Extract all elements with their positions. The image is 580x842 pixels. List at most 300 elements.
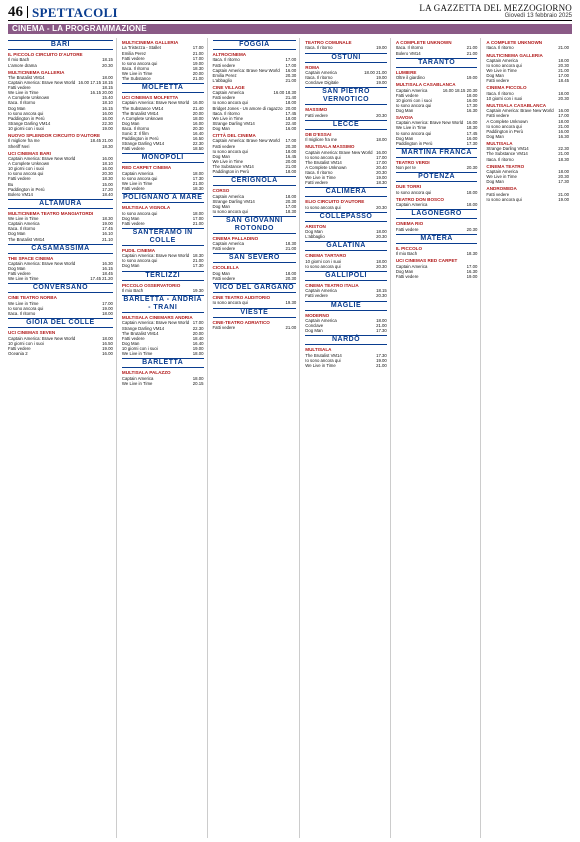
film-title: Io sono ancora qui	[305, 204, 341, 210]
film-title: Dog Man	[486, 73, 504, 79]
film-title: Io sono ancora qui	[486, 196, 522, 202]
film-title: Captain America	[212, 193, 245, 199]
cinema-name: A COMPLETE UNKNOWN	[486, 40, 543, 45]
film-title: Io sono ancora qui	[121, 60, 158, 66]
city-heading: OSTUNI	[305, 53, 387, 63]
showtimes: 18.30	[192, 186, 204, 192]
film-title: Fatti vedere	[121, 220, 145, 226]
cinema-name: MULTISALA VIGNOLA	[121, 205, 171, 211]
film-title: Strange Darling VM14	[212, 120, 255, 126]
showtimes: 18.00	[558, 169, 569, 175]
showtimes: 16.00	[466, 120, 478, 126]
city-heading: GIOIA DEL COLLE	[8, 318, 113, 328]
showtimes: 16.00	[102, 115, 113, 121]
film-title: Io sono ancora qui	[395, 102, 432, 108]
showtimes: 18.50	[192, 146, 204, 152]
film-title: Captain America	[486, 169, 518, 175]
city-heading: TERLIZZI	[122, 271, 204, 281]
showtimes: 18.00	[558, 57, 569, 63]
showtimes: 17.30	[466, 102, 478, 108]
cinema-name: NUOVO SPLENDOR CIRCUITO D'AUTORE	[8, 133, 101, 139]
city-heading: ALTAMURA	[8, 199, 113, 209]
masthead	[419, 4, 572, 20]
showtimes: 17.20	[102, 186, 113, 192]
film-title: Io sono ancora qui	[121, 210, 158, 216]
showtimes: 22.40	[285, 120, 297, 126]
cinema-name: MULTICINEMA GALLERIA	[8, 69, 65, 75]
film-title: Paddington in Perù	[8, 186, 45, 192]
film-title: Dog Man	[8, 266, 26, 272]
film-title: Fatti vedere	[305, 112, 328, 118]
showtimes: 21.00	[192, 258, 204, 264]
film-title: Bu	[8, 181, 14, 187]
film-title: Fatti vedere	[8, 85, 31, 91]
showtimes: 20.30	[558, 63, 569, 68]
showtimes: 20.30	[466, 226, 478, 232]
film-title: Captain America	[395, 263, 428, 269]
showtimes: 17.00	[376, 159, 387, 165]
showtimes: 21.00	[558, 123, 569, 129]
film-title: Il mio Bach	[121, 287, 144, 293]
showtimes: 17.30	[466, 140, 478, 146]
showtimes: 16.00	[558, 128, 569, 134]
film-title: Bolero VM14	[8, 191, 33, 197]
showtimes: 21.00	[192, 75, 204, 81]
film-title: Io sono ancora qui	[8, 171, 44, 177]
film-title: Il migliore fra me	[305, 137, 338, 143]
showtimes: 18.00	[376, 258, 387, 264]
showtimes: 20.30	[376, 112, 387, 118]
showtimes: 17.00	[192, 45, 204, 51]
cinema-name: CINEMA RIO	[395, 221, 424, 227]
film-row	[486, 45, 569, 50]
city-heading: FOGGIA	[213, 40, 297, 50]
cinema-name: DB D'ESSAI	[305, 131, 332, 137]
film-title: Itaca. Il ritorno	[212, 110, 240, 116]
film-title: Captain America	[305, 288, 337, 294]
film-title: Dog Man	[486, 179, 504, 185]
city-heading: TARANTO	[396, 58, 478, 68]
film-title: We Live in Time	[486, 68, 517, 74]
film-title: Dog Man	[8, 231, 26, 237]
showtimes: 20.30	[558, 95, 569, 101]
film-row	[396, 202, 478, 207]
showtimes: 16.40	[192, 131, 204, 137]
showtimes: 18.00	[102, 75, 113, 80]
showtimes: 16.00 18.30	[273, 90, 297, 96]
film-title: Dog Man	[486, 133, 504, 139]
film-title: Captain America	[121, 170, 154, 176]
city-heading: SAN PIETRO VERNOTICO	[305, 87, 387, 105]
showtimes: 18.00	[285, 100, 297, 106]
cinema-name: LUMIERE	[395, 69, 417, 75]
film-row	[305, 137, 387, 142]
showtimes: 19.00	[466, 273, 478, 279]
cinema-name: RED CARPET CINEMA	[121, 165, 172, 171]
showtimes: 18.00	[192, 375, 204, 381]
showtimes: 21.40	[285, 95, 297, 101]
cinema-name: DUE TORRI	[395, 184, 422, 190]
showtimes: 22.30	[558, 146, 569, 152]
film-row	[486, 179, 569, 184]
film-row	[305, 328, 387, 333]
film-title: The Brutalist VM14	[305, 159, 342, 165]
showtimes: 16.00	[466, 135, 478, 141]
film-title: A Complete Unknown	[8, 161, 50, 167]
film-row	[213, 126, 297, 131]
showtimes: 18.30	[192, 65, 204, 71]
showtimes: 21.00	[558, 191, 569, 197]
film-title: Sheriff Neri	[8, 143, 30, 149]
film-title: Fatti vedere	[212, 275, 236, 281]
film-title: Fatti vedere	[121, 186, 145, 192]
showtimes: 18.30	[558, 156, 569, 162]
showtimes: 18.00	[285, 193, 297, 199]
film-title: The Brutalist VM14	[8, 75, 45, 80]
film-title: Bolero VM14	[395, 50, 421, 56]
film-title: We Live in Time	[121, 380, 153, 386]
film-row	[305, 205, 387, 210]
film-title: Non per te	[395, 165, 416, 171]
showtimes: 18.40	[192, 335, 204, 341]
showtimes: 18.30	[102, 176, 113, 182]
showtimes: 21.00	[192, 220, 204, 226]
showtimes: 20.30	[285, 143, 297, 149]
showtimes: 16.00	[285, 67, 297, 73]
film-title: 10 giorni con i suoi	[305, 258, 342, 264]
film-title: Captain America	[121, 375, 154, 381]
film-row	[8, 311, 113, 316]
cinema-name: CINE-TEATRO ADRIATICO	[212, 319, 270, 325]
showtimes: 18.30	[466, 251, 478, 257]
showtimes: 18.00	[376, 137, 387, 143]
showtimes: 19.00	[102, 345, 113, 351]
film-title: Dog Man	[395, 107, 414, 113]
film-title: Dog Man	[121, 120, 140, 126]
city-heading: SAN GIOVANNI ROTONDO	[213, 216, 297, 234]
film-title: Il mio Bach	[8, 57, 30, 63]
film-title: The Brutalist VM14	[305, 352, 342, 358]
showtimes: 20.00	[192, 330, 204, 336]
film-title: Io sono ancora qui	[212, 100, 248, 106]
showtimes: 19.00	[192, 60, 204, 66]
showtimes: 21.00	[466, 45, 478, 51]
film-row	[8, 144, 113, 149]
film-row	[8, 351, 113, 356]
cinema-name: CINEMA PICCOLO	[486, 85, 527, 91]
film-row	[486, 78, 569, 83]
showtimes: 16.00 17.15 18.15	[78, 80, 113, 86]
showtimes: 20.30	[285, 275, 297, 281]
showtimes: 20.30	[102, 171, 113, 177]
film-row	[396, 227, 478, 232]
showtimes: 21.00	[285, 163, 297, 169]
film-title: Dog Man	[212, 203, 230, 209]
showtimes: 18.00 21.00	[364, 69, 387, 75]
film-row	[213, 246, 297, 251]
film-title: Io sono ancora qui	[305, 263, 341, 269]
film-title: Captain America: Brave New World	[121, 100, 190, 106]
issue-date: Giovedì 13 febbraio 2025	[504, 13, 572, 19]
showtimes: 21.00	[285, 77, 297, 83]
cinema-name: ROMA	[305, 64, 320, 70]
film-title: Dog Man	[121, 340, 140, 346]
showtimes: 19.00	[376, 45, 387, 51]
film-title: Dog Man	[305, 328, 323, 334]
showtimes: 16.00	[192, 100, 204, 106]
film-title: Fatti vedere	[121, 55, 145, 61]
showtimes: 19.00	[558, 196, 569, 202]
cinema-name: CINEMA TEATRO ITALIA	[305, 282, 359, 288]
film-title: Strange Darling VM14	[121, 325, 165, 331]
showtimes: 17.00	[102, 300, 113, 306]
film-row	[486, 197, 569, 202]
film-title: Paddington in Perù	[486, 128, 523, 134]
section-title: SPETTACOLI	[32, 5, 118, 20]
film-title: 10 giorni con i suoi	[8, 166, 44, 172]
film-title: A Complete Unknown	[486, 118, 528, 124]
showtimes: 16.15 20.00	[90, 90, 113, 96]
city-heading: BARLETTA	[122, 358, 204, 368]
film-title: Itaca. Il ritorno	[305, 169, 333, 175]
showtimes: 18.15	[102, 85, 113, 91]
film-row	[122, 146, 204, 151]
cinema-name: TEATRO COMUNALE	[305, 40, 352, 45]
showtimes: 17.30	[376, 352, 387, 358]
cinema-name: CINE VILLAGE	[212, 84, 245, 90]
film-title: The Brutalist VM14	[121, 110, 159, 116]
city-heading: COLLEPASSO	[305, 212, 387, 222]
film-title: Fatti vedere	[212, 246, 236, 252]
film-title: Io sono ancora qui	[8, 110, 44, 116]
film-title: We Live in Time	[212, 115, 243, 121]
showtimes: 18.15	[102, 57, 113, 63]
city-heading: CALIMERA	[305, 187, 387, 197]
film-title: Fatti vedere	[212, 95, 236, 101]
film-title: Paddington in Perù	[212, 169, 250, 174]
film-title: Paddington in Perù	[395, 140, 433, 146]
showtimes: 16.00	[102, 350, 113, 356]
film-row	[213, 300, 297, 305]
film-row	[8, 126, 113, 131]
film-title: The Brutalist VM14	[8, 236, 45, 242]
showtimes: 18.30	[192, 253, 204, 259]
film-title: Emilia Perez	[121, 50, 147, 56]
film-title: Strange Darling VM14	[212, 198, 255, 204]
showtimes: 17.00	[285, 57, 297, 63]
cinema-name: MULTISALA CINEMARS ANDRIA	[121, 315, 193, 321]
listing-column	[486, 38, 572, 838]
film-row	[213, 209, 297, 214]
showtimes: 20.00	[285, 158, 297, 164]
cinema-name: UCI CINEMAS RED CARPET	[395, 258, 458, 264]
film-title: Fatti vedere	[8, 176, 31, 182]
film-title: 10 giorni con i suoi	[121, 345, 158, 351]
showtimes: 18.40	[102, 191, 113, 197]
film-title: Fatti vedere	[8, 271, 31, 277]
film-title: The Substance	[121, 75, 151, 81]
film-title: We Live in Time	[395, 125, 427, 131]
showtimes: 18.00	[466, 92, 478, 98]
film-title: Oltre il giardino	[395, 75, 425, 80]
film-title: Fatti vedere	[395, 226, 419, 232]
film-title: Itaca. Il ritorno	[8, 311, 36, 317]
film-title: L'abbaglio	[212, 77, 232, 83]
film-title: Fatti vedere	[486, 78, 510, 84]
showtimes: 17.00	[192, 55, 204, 61]
film-row	[396, 108, 478, 113]
showtimes: 17.30	[192, 263, 204, 269]
cinema-name: MULTISALA MASSIMO	[305, 144, 355, 150]
showtimes: 21.10	[102, 236, 113, 242]
film-title: Captain America: Brave New World	[8, 156, 76, 162]
film-title: Fatti vedere	[121, 146, 145, 152]
film-title: Dog Man	[395, 135, 414, 141]
showtimes: 20.30	[285, 198, 297, 204]
film-title: Dog Man	[212, 270, 230, 276]
listing-column	[305, 38, 391, 838]
header-divider	[27, 6, 28, 18]
film-title: Itaca. Il ritorno	[8, 226, 36, 232]
film-title: Captain America: Brave New World	[212, 67, 280, 73]
showtimes: 17.30	[192, 175, 204, 181]
showtimes: 15.00	[102, 181, 113, 187]
film-row	[396, 75, 478, 80]
film-title: Conclave	[305, 323, 324, 329]
showtimes: 16.30	[466, 268, 478, 274]
film-row	[305, 293, 387, 298]
film-title: Captain America: Brave New World	[305, 149, 373, 155]
film-row	[305, 264, 387, 269]
showtimes: 16.30	[102, 261, 113, 267]
cinema-name: MULTISALA CASABLANCA	[486, 102, 547, 108]
film-title: Captain America: Brave New World	[212, 138, 280, 144]
showtimes: 20.15	[192, 380, 204, 386]
film-title: Sonic 3: Il film	[121, 131, 149, 137]
showtimes: 16.00	[466, 97, 478, 103]
cinema-name: ALTROCINEMA	[212, 52, 247, 57]
cinema-name: SAVOIA	[395, 114, 414, 120]
showtimes: 18.00	[285, 115, 297, 121]
showtimes: 19.00	[192, 345, 204, 351]
city-heading: MONOPOLI	[122, 153, 204, 163]
film-row	[122, 381, 204, 386]
cinema-name: MASSIMO	[305, 107, 328, 113]
film-row	[122, 263, 204, 268]
film-title: Itaca. Il ritorno	[8, 100, 36, 106]
film-title: Io sono ancora qui	[8, 305, 44, 311]
film-title: Dog Man	[305, 229, 323, 235]
showtimes: 21.00	[558, 68, 569, 74]
showtimes: 16.00	[285, 125, 297, 131]
film-title: Oceania 2	[8, 350, 28, 356]
film-row	[213, 276, 297, 281]
film-title: Dog Man	[121, 215, 140, 221]
city-heading: VIESTE	[213, 308, 297, 318]
film-title: A Complete Unknown	[121, 115, 164, 121]
film-row	[486, 96, 569, 101]
showtimes: 16.40	[192, 340, 204, 346]
film-title: Io sono ancora qui	[395, 130, 432, 136]
showtimes: 16.50	[192, 136, 204, 142]
showtimes: 16.00	[558, 108, 569, 114]
film-row	[305, 45, 387, 50]
city-heading: CERIGNOLA	[213, 176, 297, 186]
film-row	[396, 251, 478, 256]
cinema-name: PUDIL CINEMA	[121, 247, 156, 253]
film-title: Captain America	[395, 87, 428, 93]
city-heading: MOLFETTA	[122, 83, 204, 93]
cinema-name: MULTISALA	[305, 347, 332, 353]
film-row	[122, 221, 204, 226]
showtimes: 16.00 18.15 20.30	[442, 87, 478, 93]
cinema-name: UCI CINEMAS BARI	[8, 150, 51, 156]
film-title: Itaca. Il ritorno	[212, 57, 240, 63]
film-title: We Live in Time	[121, 351, 153, 357]
film-title: Fatti vedere	[8, 345, 31, 351]
film-title: The Substance VM14	[212, 163, 254, 169]
film-title: We Live in Time	[8, 90, 39, 96]
showtimes: 16.15	[102, 105, 113, 111]
film-title: The Substance VM14	[486, 151, 528, 157]
film-title: Fatti vedere	[305, 293, 328, 299]
film-title: Strange Darling VM14	[121, 141, 165, 147]
showtimes: 21.00	[466, 50, 478, 56]
cinema-name: MULTICINEMA TEATRO MANGIATORDI	[8, 210, 94, 216]
film-title: Itaca. Il ritorno	[305, 75, 333, 80]
cinema-name: CINEMA TEATRO	[486, 163, 525, 169]
listing-column	[8, 38, 117, 838]
film-row	[396, 165, 478, 170]
showtimes: 19.00	[376, 75, 387, 80]
showtimes: 19.00	[466, 75, 478, 80]
showtimes: 21.00	[192, 181, 204, 186]
showtimes: 20.30	[376, 293, 387, 299]
showtimes: 20.30	[558, 174, 569, 180]
film-title: Captain America: Brave New World	[8, 335, 76, 341]
film-title: Fatti vedere	[486, 113, 510, 119]
cinema-name: CITTÀ DEL CINEMA	[212, 133, 256, 139]
cinema-name: CORSO	[212, 188, 230, 194]
city-heading: NARDÒ	[305, 335, 387, 345]
cinema-name: ARISTON	[305, 223, 326, 229]
film-row	[305, 234, 387, 239]
showtimes: 18.00	[466, 189, 478, 195]
showtimes: 18.00	[192, 115, 204, 121]
film-title: Captain America: Brave New World	[8, 80, 76, 86]
cinema-name: MULTICINEMA GALLERIA	[121, 40, 179, 45]
film-row	[122, 288, 204, 293]
showtimes: 20.40	[376, 164, 387, 170]
showtimes: 18.30	[466, 125, 478, 131]
showtimes: 17.00	[376, 154, 387, 160]
cinema-name: MULTICINEMA GALLERIA	[486, 52, 543, 58]
film-title: Io sono ancora qui	[121, 175, 158, 181]
city-heading: LAGONEGRO	[396, 209, 478, 219]
film-row	[8, 63, 113, 68]
film-title: Captain America	[305, 317, 337, 323]
film-title: Itaca. Il ritorno	[486, 156, 514, 162]
showtimes: 20.30	[376, 263, 387, 269]
showtimes: 17.45	[102, 226, 113, 232]
showtimes: 16.45	[285, 153, 297, 159]
film-title: Dog Man	[395, 268, 414, 274]
showtimes: 16.30	[558, 133, 569, 139]
showtimes: 21.00	[558, 45, 569, 51]
showtimes: 20.30	[376, 169, 387, 175]
cinema-name: CINEMA PALLADINO	[212, 235, 259, 241]
film-row	[213, 169, 297, 174]
